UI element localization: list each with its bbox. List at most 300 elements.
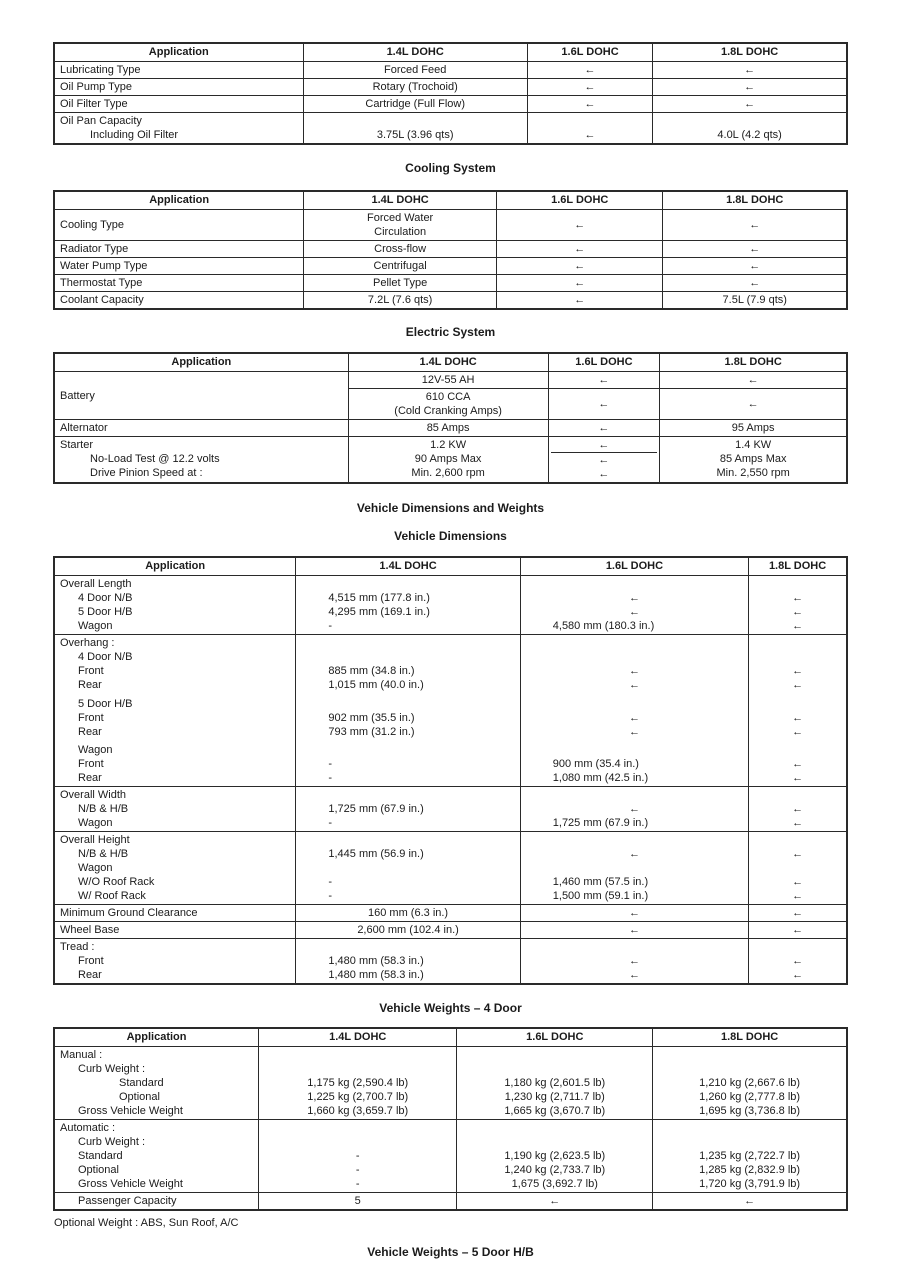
cell-line: [459, 1121, 650, 1135]
cell-line: [298, 577, 517, 591]
section-heading-vehicle-weights-5door: Vehicle Weights – 5 Door H/B: [367, 1245, 534, 1259]
column-header: 1.6L DOHC: [496, 191, 663, 210]
cell-line: 95 Amps: [731, 422, 775, 434]
table-cell: [304, 275, 497, 292]
column-header: Application: [54, 1028, 259, 1047]
ditto-arrow: ←: [744, 81, 756, 93]
cell-line: [751, 833, 844, 847]
table-cell: [296, 922, 520, 939]
header-row: [54, 353, 847, 372]
cell-line: [298, 861, 517, 875]
cell-line: Rotary (Trochoid): [372, 81, 458, 93]
ditto-arrow: ←: [584, 98, 596, 110]
cell-line: Thermostat Type: [60, 277, 143, 289]
ditto-arrow: ←: [792, 725, 804, 738]
cell-line: Rear: [78, 969, 102, 981]
table-cell: [259, 1193, 457, 1211]
table-row: [54, 939, 847, 985]
table-cell: [749, 635, 847, 787]
column-header: Application: [54, 557, 296, 576]
cell-line: Starter: [60, 439, 94, 451]
cell-line: 1,285 kg (2,832.9 lb): [699, 1164, 801, 1176]
table-cell: [548, 372, 660, 389]
ditto-arrow: ←: [792, 665, 804, 677]
lubrication-table: [53, 42, 848, 145]
table-row: [54, 635, 847, 787]
table-cell: [54, 241, 304, 258]
cell-line: Curb Weight :: [78, 1136, 146, 1148]
table-cell: [496, 258, 663, 275]
ditto-arrow: ←: [628, 907, 640, 919]
table-row: [54, 275, 847, 292]
table-row: [54, 420, 847, 437]
cell-line: 1,210 kg (2,667.6 lb): [699, 1077, 801, 1089]
column-header: 1.4L DOHC: [303, 43, 527, 62]
cell-line: 3.75L (3.96 qts): [376, 129, 454, 141]
table-row: [54, 258, 847, 275]
section-heading-cooling-system: Cooling System: [405, 161, 496, 175]
cell-line: 1,500 mm (59.1 in.): [552, 890, 649, 902]
cell-line: Optional: [78, 1164, 119, 1176]
cell-line: [655, 114, 844, 128]
cell-line: Wheel Base: [60, 924, 120, 936]
cell-line: Wagon: [78, 817, 113, 829]
cell-line: Front: [78, 955, 104, 967]
column-header: 1.6L DOHC: [457, 1028, 653, 1047]
column-header: 1.8L DOHC: [653, 43, 847, 62]
ditto-arrow: ←: [747, 398, 759, 410]
table-cell: [54, 437, 348, 484]
cell-line: [523, 650, 746, 664]
cell-line: Rear: [78, 772, 102, 784]
cell-line: [523, 861, 746, 875]
column-header: Application: [54, 191, 304, 210]
cell-line: 1,725 mm (67.9 in.): [328, 803, 424, 815]
cell-line: Gross Vehicle Weight: [78, 1178, 183, 1190]
cell-line: [298, 788, 517, 802]
ditto-arrow: ←: [628, 606, 640, 618]
table-cell: [54, 292, 304, 310]
ditto-arrow: ←: [628, 679, 640, 691]
cell-line: No-Load Test @ 12.2 volts: [90, 453, 220, 465]
table-cell: [527, 113, 652, 145]
cell-line: Manual :: [60, 1049, 103, 1061]
table-cell: [304, 292, 497, 310]
table-cell: [304, 258, 497, 275]
cell-line: 85 Amps Max: [719, 453, 787, 465]
cell-line: Overhang :: [60, 637, 115, 649]
cell-line: Drive Pinion Speed at :: [90, 467, 203, 479]
cell-line: [306, 114, 525, 128]
cell-line: 902 mm (35.5 in.): [328, 711, 415, 724]
column-header: 1.6L DOHC: [527, 43, 652, 62]
column-header: 1.6L DOHC: [520, 557, 748, 576]
ditto-arrow: ←: [584, 129, 596, 141]
table-row: [54, 787, 847, 832]
cell-line: [523, 833, 746, 847]
cell-line: [523, 636, 746, 650]
table-cell: [653, 1120, 847, 1193]
cell-line: Automatic :: [60, 1122, 116, 1134]
ditto-arrow: ←: [792, 679, 804, 691]
ditto-arrow: ←: [744, 64, 756, 76]
ditto-arrow: ←: [792, 817, 804, 829]
cell-line: Oil Filter Type: [60, 98, 128, 110]
table-cell: [527, 96, 652, 113]
cell-line: Curb Weight :: [78, 1063, 146, 1075]
table-cell: [653, 96, 847, 113]
cell-line: 1,235 kg (2,722.7 lb): [699, 1150, 801, 1162]
cell-line: 160 mm (6.3 in.): [368, 907, 449, 919]
ditto-arrow: ←: [628, 924, 640, 936]
cell-line: (Cold Cranking Amps): [394, 405, 502, 417]
cell-line: Forced Feed: [384, 64, 447, 76]
table-cell: [496, 275, 663, 292]
column-header: 1.8L DOHC: [663, 191, 847, 210]
table-cell: [527, 79, 652, 96]
table-row: [54, 832, 847, 905]
table-cell: [54, 1193, 259, 1211]
cooling-system-table: [53, 190, 848, 310]
table-cell: [304, 210, 497, 241]
table-row: [54, 62, 847, 79]
cell-line: [655, 1135, 844, 1149]
cell-line: Circulation: [374, 226, 427, 238]
table-cell: [303, 113, 527, 145]
table-cell: [303, 79, 527, 96]
cell-line: N/B & H/B: [78, 848, 129, 860]
ditto-arrow: ←: [574, 219, 586, 231]
cell-line: [298, 833, 517, 847]
table-row: [54, 210, 847, 241]
table-cell: [749, 576, 847, 635]
section-heading-vehicle-weights-4door: Vehicle Weights – 4 Door: [379, 1001, 522, 1015]
cell-line: Forced Water: [367, 212, 434, 224]
table-cell: [296, 787, 520, 832]
cell-line: 1.2 KW: [430, 439, 467, 451]
table-cell: [348, 389, 548, 420]
cell-line: [298, 650, 517, 664]
table-cell: [304, 241, 497, 258]
ditto-arrow: ←: [574, 294, 586, 306]
cell-line: Pellet Type: [373, 277, 428, 289]
table-cell: [663, 292, 847, 310]
cell-line: Centrifugal: [373, 260, 427, 272]
cell-line: Passenger Capacity: [78, 1195, 177, 1207]
table-cell: [54, 939, 296, 985]
ditto-arrow: ←: [628, 711, 640, 724]
table-cell: [54, 1120, 259, 1193]
table-cell: [663, 210, 847, 241]
ditto-arrow: ←: [584, 64, 596, 76]
ditto-arrow: ←: [747, 374, 759, 386]
ditto-arrow: ←: [744, 98, 756, 110]
cell-line: Standard: [119, 1077, 164, 1089]
table-row: [54, 96, 847, 113]
ditto-arrow: ←: [574, 243, 586, 255]
table-cell: [296, 635, 520, 787]
table-cell: [548, 420, 660, 437]
cell-line: 1,445 mm (56.9 in.): [328, 848, 424, 860]
cell-line: 4,295 mm (169.1 in.): [328, 606, 430, 618]
cell-line: [261, 1135, 454, 1149]
ditto-arrow: ←: [792, 606, 804, 618]
table-cell: [54, 113, 303, 145]
header-row: [54, 191, 847, 210]
cell-line: -: [328, 758, 333, 770]
ditto-arrow: ←: [628, 848, 640, 860]
header-row: [54, 43, 847, 62]
cell-line: Wagon: [78, 862, 113, 874]
cell-line: Cross-flow: [374, 243, 427, 255]
cell-line: 1,180 kg (2,601.5 lb): [504, 1077, 606, 1089]
ditto-arrow: ←: [628, 803, 640, 815]
cell-line: 1,175 kg (2,590.4 lb): [307, 1077, 409, 1089]
vehicle-dimensions-table: [53, 556, 848, 985]
table-row: [54, 241, 847, 258]
table-cell: [548, 389, 660, 420]
cell-line: 793 mm (31.2 in.): [328, 725, 415, 738]
column-header: 1.4L DOHC: [304, 191, 497, 210]
table-row: [54, 372, 847, 389]
cell-line: Rear: [78, 679, 102, 691]
cell-line: [261, 1121, 454, 1135]
table-cell: [749, 939, 847, 985]
ditto-arrow: ←: [598, 398, 610, 410]
ditto-arrow: ←: [792, 803, 804, 815]
table-cell: [660, 389, 847, 420]
cell-line: Overall Height: [60, 834, 130, 846]
cell-line: Front: [78, 665, 104, 677]
cell-line: [751, 743, 844, 757]
table-cell: [520, 576, 748, 635]
table-cell: [548, 437, 660, 484]
cell-line: -: [328, 817, 333, 829]
table-cell: [457, 1047, 653, 1120]
table-cell: [663, 241, 847, 258]
cell-line: -: [328, 890, 333, 902]
ditto-arrow: ←: [549, 1195, 561, 1207]
cell-line: [751, 577, 844, 591]
cell-line: [751, 697, 844, 711]
cell-line: 1,480 mm (58.3 in.): [328, 955, 424, 967]
table-cell: [348, 437, 548, 484]
column-header: 1.6L DOHC: [548, 353, 660, 372]
cell-line: -: [328, 876, 333, 888]
column-header: 1.4L DOHC: [296, 557, 520, 576]
cell-line: 1,230 kg (2,711.7 lb): [504, 1091, 605, 1103]
cell-line: Alternator: [60, 422, 108, 434]
cell-line: 5 Door H/B: [78, 697, 133, 710]
table-cell: [749, 905, 847, 922]
cell-line: Lubricating Type: [60, 64, 141, 76]
vehicle-weights-4door-table: [53, 1027, 848, 1211]
ditto-arrow: ←: [598, 422, 610, 434]
cell-line: [523, 940, 746, 954]
cell-line: Front: [78, 758, 104, 770]
table-row: [54, 437, 847, 484]
table-row: [54, 922, 847, 939]
table-cell: [54, 96, 303, 113]
ditto-arrow: ←: [792, 955, 804, 967]
table-cell: [653, 1047, 847, 1120]
table-cell: [54, 210, 304, 241]
cell-line: 1.4 KW: [735, 439, 772, 451]
table-cell: [54, 258, 304, 275]
table-cell: [54, 420, 348, 437]
table-cell: [54, 576, 296, 635]
table-cell: [653, 113, 847, 145]
table-cell: [749, 922, 847, 939]
table-cell: [54, 79, 303, 96]
cell-line: Radiator Type: [60, 243, 129, 255]
cell-line: -: [355, 1150, 360, 1162]
cell-line: Min. 2,550 rpm: [716, 467, 790, 479]
ditto-arrow: ←: [792, 924, 804, 936]
cell-line: Oil Pump Type: [60, 81, 132, 93]
cell-line: Minimum Ground Clearance: [60, 907, 198, 919]
cell-line: Wagon: [78, 620, 113, 632]
cell-line: [751, 636, 844, 650]
ditto-arrow: ←: [749, 260, 761, 272]
table-cell: [663, 275, 847, 292]
cell-line: 1,720 kg (3,791.9 lb): [699, 1178, 801, 1190]
table-row: [54, 113, 847, 145]
table-cell: [296, 832, 520, 905]
table-cell: [54, 1047, 259, 1120]
ditto-arrow: ←: [749, 243, 761, 255]
column-header: 1.8L DOHC: [749, 557, 847, 576]
ditto-arrow: ←: [792, 969, 804, 981]
cell-line: [523, 577, 746, 591]
ditto-arrow: ←: [598, 468, 610, 480]
cell-line: 7.5L (7.9 qts): [722, 294, 787, 306]
cell-line: W/ Roof Rack: [78, 890, 146, 902]
table-cell: [259, 1047, 457, 1120]
table-cell: [660, 372, 847, 389]
cell-line: Water Pump Type: [60, 260, 148, 272]
cell-line: [298, 636, 517, 650]
section-heading-vehicle-dimensions: Vehicle Dimensions: [394, 529, 507, 543]
header-row: [54, 1028, 847, 1047]
table-cell: [749, 787, 847, 832]
cell-line: [523, 743, 746, 757]
ditto-arrow: ←: [628, 592, 640, 604]
column-header: Application: [54, 43, 303, 62]
ditto-arrow: ←: [792, 890, 804, 902]
cell-line: 4 Door N/B: [78, 651, 133, 663]
cell-line: [261, 1048, 454, 1062]
cell-line: 2,600 mm (102.4 in.): [357, 924, 459, 936]
table-cell: [296, 939, 520, 985]
table-cell: [653, 79, 847, 96]
cell-line: [523, 697, 746, 711]
cell-line: -: [328, 772, 333, 784]
cell-line: Including Oil Filter: [90, 129, 179, 141]
table-cell: [54, 372, 348, 420]
table-cell: [54, 275, 304, 292]
cell-line: [459, 1135, 650, 1149]
table-row: [54, 1193, 847, 1211]
table-cell: [496, 292, 663, 310]
table-row: [54, 905, 847, 922]
ditto-arrow: ←: [792, 592, 804, 604]
ditto-arrow: ←: [584, 81, 596, 93]
table-cell: [660, 437, 847, 484]
cell-line: Rear: [78, 725, 102, 738]
table-row: [54, 1047, 847, 1120]
column-header: 1.4L DOHC: [348, 353, 548, 372]
ditto-arrow: ←: [792, 758, 804, 770]
ditto-arrow: ←: [598, 374, 610, 386]
table-row: [54, 576, 847, 635]
cell-line: 5: [354, 1195, 361, 1207]
ditto-arrow: ←: [574, 260, 586, 272]
table-cell: [457, 1193, 653, 1211]
cell-line: [655, 1048, 844, 1062]
cell-line: Cooling Type: [60, 219, 125, 231]
table-cell: [54, 787, 296, 832]
ditto-arrow: ←: [792, 711, 804, 724]
cell-line: 610 CCA: [425, 391, 471, 403]
ditto-arrow: ←: [628, 969, 640, 981]
cell-line: 1,190 kg (2,623.5 lb): [504, 1150, 606, 1162]
ditto-arrow: ←: [628, 725, 640, 738]
cell-line: [751, 861, 844, 875]
cell-line: 90 Amps Max: [414, 453, 482, 465]
cell-line: 1,080 mm (42.5 in.): [552, 772, 649, 784]
table-cell: [496, 210, 663, 241]
ditto-arrow: ←: [744, 1195, 756, 1207]
cell-line: [751, 650, 844, 664]
table-cell: [653, 62, 847, 79]
cell-line: 1,665 kg (3,670.7 lb): [504, 1105, 606, 1117]
cell-line: [261, 1062, 454, 1076]
table-cell: [457, 1120, 653, 1193]
table-cell: [54, 832, 296, 905]
cell-line: 1,725 mm (67.9 in.): [552, 817, 649, 829]
table-cell: [520, 635, 748, 787]
ditto-arrow: ←: [792, 876, 804, 888]
cell-line: 900 mm (35.4 in.): [552, 758, 639, 770]
section-heading-vehicle-dimensions-and-weights: Vehicle Dimensions and Weights: [356, 501, 545, 515]
cell-line: 1,240 kg (2,733.7 lb): [504, 1164, 606, 1176]
table-row: [54, 79, 847, 96]
cell-line: Standard: [78, 1150, 123, 1162]
table-cell: [259, 1120, 457, 1193]
table-cell: [54, 62, 303, 79]
cell-line: 1,460 mm (57.5 in.): [552, 876, 649, 888]
cell-line: Overall Width: [60, 789, 127, 801]
ditto-arrow: ←: [749, 219, 761, 231]
cell-line: Coolant Capacity: [60, 294, 144, 306]
cell-line: [298, 697, 517, 711]
table-cell: [520, 922, 748, 939]
cell-line: [751, 940, 844, 954]
table-cell: [296, 576, 520, 635]
cell-line: 1,480 mm (58.3 in.): [328, 969, 424, 981]
ditto-arrow: ←: [628, 955, 640, 967]
cell-line: 4,515 mm (177.8 in.): [328, 592, 430, 604]
column-header: 1.4L DOHC: [259, 1028, 457, 1047]
table-cell: [520, 832, 748, 905]
table-cell: [348, 420, 548, 437]
ditto-arrow: ←: [792, 620, 804, 632]
table-cell: [54, 635, 296, 787]
cell-line: 4,580 mm (180.3 in.): [552, 620, 655, 632]
ditto-arrow: ←: [628, 665, 640, 677]
table-cell: [527, 62, 652, 79]
